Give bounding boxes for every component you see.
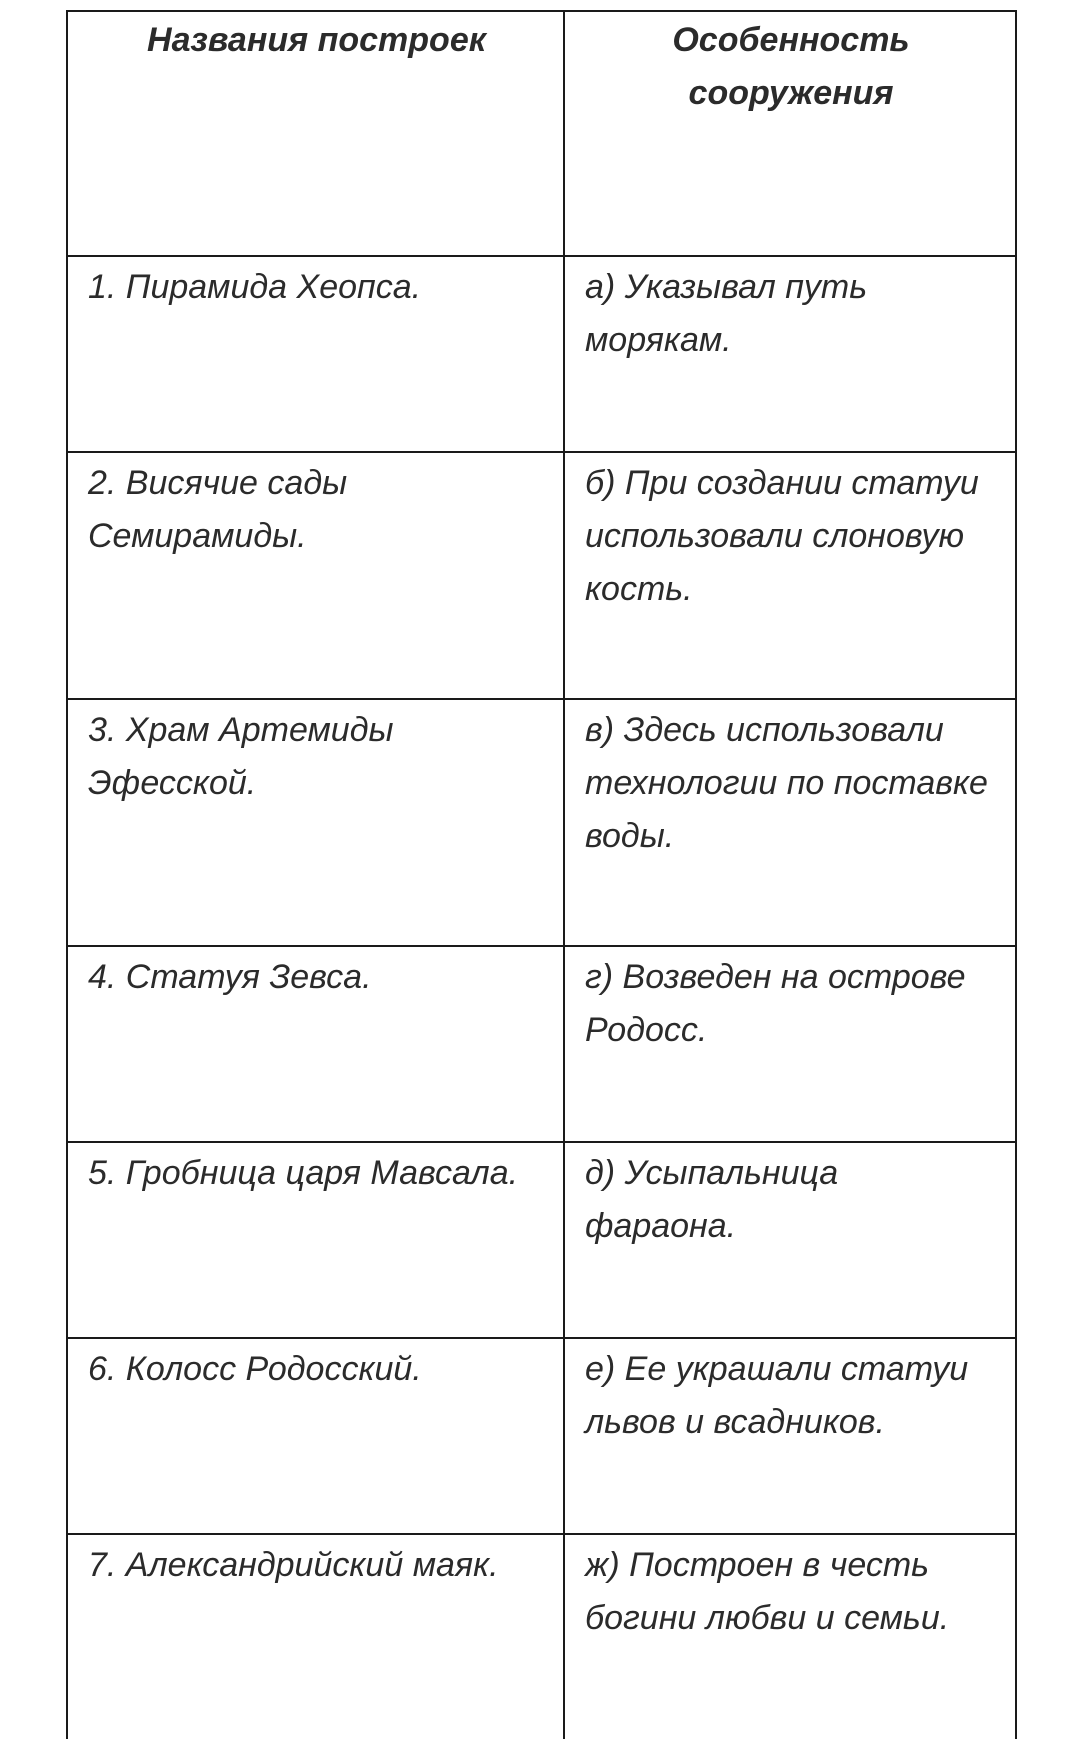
matching-table-container (66, 10, 1015, 1739)
table-row (67, 699, 1016, 946)
building-feature-cell: в) Здесь использовали технологии по поставке воды. (564, 699, 1016, 946)
building-feature-cell: г) Возведен на острове Родосс. (564, 946, 1016, 1142)
table-row (67, 1142, 1016, 1338)
table-row (67, 1338, 1016, 1534)
header-building-features: Особенность сооружения (564, 11, 1016, 256)
building-feature-cell: б) При создании статуи использовали слоновую кость. (564, 452, 1016, 699)
building-feature-cell: а) Указывал путь морякам. (564, 256, 1016, 452)
table-row (67, 256, 1016, 452)
table-row (67, 452, 1016, 699)
table-header-row (67, 11, 1016, 256)
building-feature-cell: д) Усыпальница фараона. (564, 1142, 1016, 1338)
header-building-names: Названия построек (67, 11, 564, 256)
table-row (67, 1534, 1016, 1739)
building-name-cell: 7. Александрийский маяк. (67, 1534, 564, 1739)
building-name-cell: 5. Гробница царя Мавсала. (67, 1142, 564, 1338)
building-name-cell: 2. Висячие сады Семирамиды. (67, 452, 564, 699)
building-name-cell: 6. Колосс Родосский. (67, 1338, 564, 1534)
building-name-cell: 3. Храм Артемиды Эфесской. (67, 699, 564, 946)
building-name-cell: 4. Статуя Зевса. (67, 946, 564, 1142)
building-feature-cell: ж) Построен в честь богини любви и семьи. (564, 1534, 1016, 1739)
table-row (67, 946, 1016, 1142)
wonders-matching-table (66, 10, 1017, 1739)
building-feature-cell: е) Ее украшали статуи львов и всадников. (564, 1338, 1016, 1534)
building-name-cell: 1. Пирамида Хеопса. (67, 256, 564, 452)
